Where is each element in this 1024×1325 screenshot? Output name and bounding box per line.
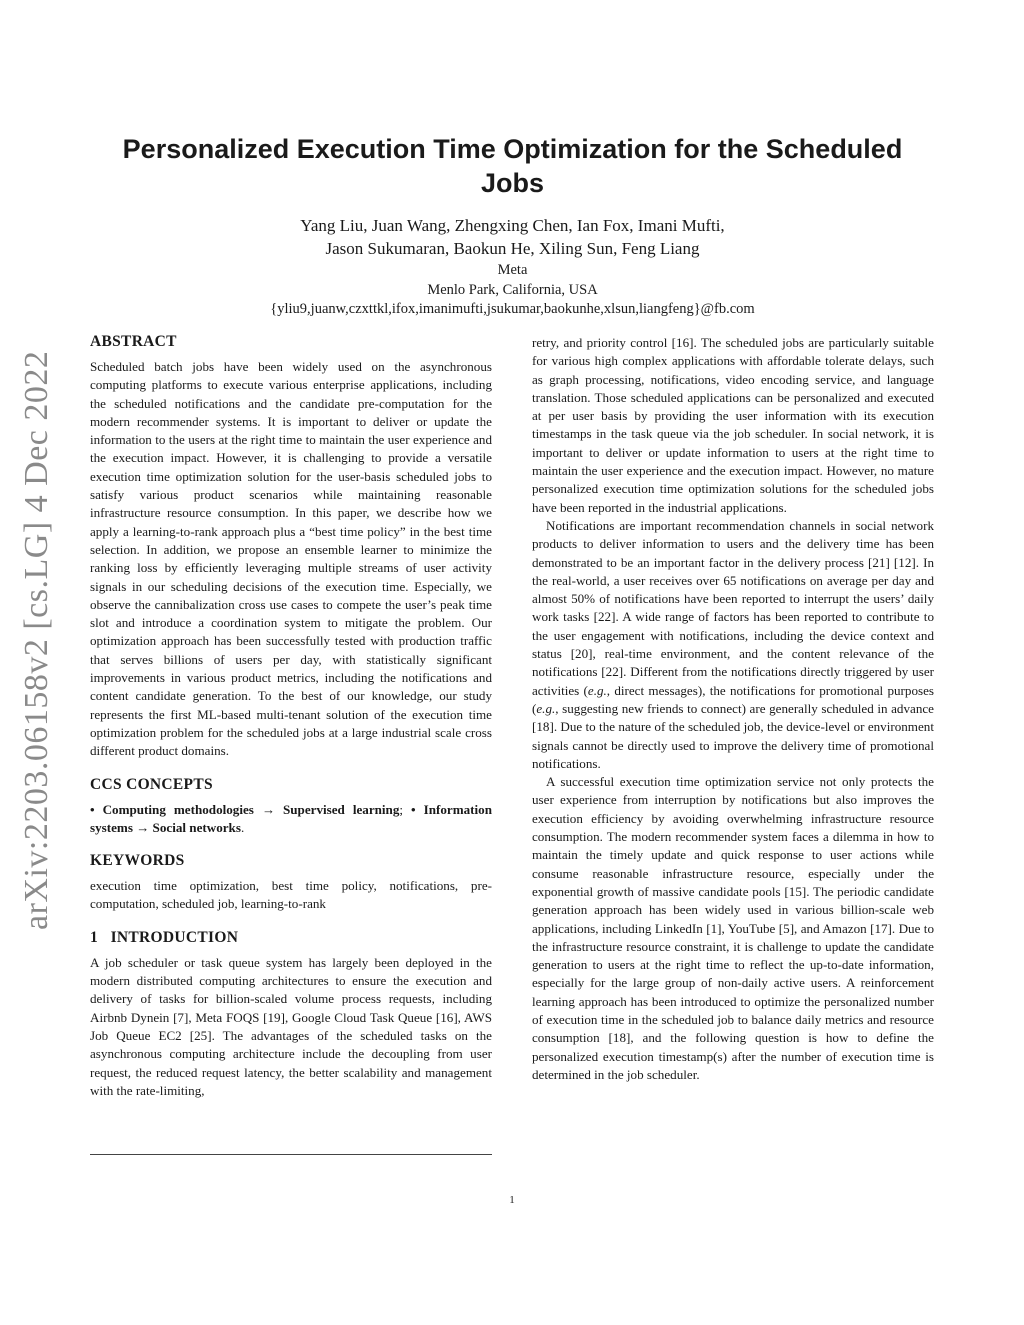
left-column xyxy=(90,332,492,1100)
abstract-heading: ABSTRACT xyxy=(90,333,177,350)
ccs-item-1: • Computing methodologies → Supervised learning xyxy=(90,801,400,817)
affiliation-email: {yliu9,juanw,czxttkl,ifox,imanimufti,jsukumar,baokunhe,xlsun,liangfeng}@fb.com xyxy=(270,301,755,317)
intro-paragraph-1: A job scheduler or task queue system has largely been deployed in the modern distributed computing architectures to ensure the execution and delivery of tasks for billion-scaled volume process requests, including Airbnb Dynein [7], Meta FOQS [19], Google Cloud Task Queue [16], AWS Job Queue EC2 [25]. The advantages of the scheduled tasks on the asynchronous computing architecture include the decoupling from user request, the reduced request latency, the better scalability and management with the rate-limiting, xyxy=(90,954,492,1098)
paper-title: Personalized Execution Time Optimization for the Scheduled Jobs xyxy=(122,134,903,198)
author-list xyxy=(90,214,935,260)
intro-paragraph-2 xyxy=(532,517,934,773)
ccs-heading: CCS CONCEPTS xyxy=(90,775,213,793)
ccs-concepts xyxy=(90,801,492,838)
ccs-separator: ; xyxy=(399,801,412,817)
affiliation-location: Menlo Park, California, USA xyxy=(427,281,598,298)
author-line-1: Yang Liu, Juan Wang, Zhengxing Chen, Ian Fox, Imani Mufti, xyxy=(300,216,725,235)
introduction-heading: 1 INTRODUCTION xyxy=(90,928,239,946)
arxiv-identifier: arXiv:2203.06158v2 [cs.LG] 4 Dec 2022 xyxy=(18,350,55,930)
affiliation xyxy=(90,261,935,320)
intro-p2-part-c: , suggesting new friends to connect) are generally scheduled in advance [18]. Due to the nature of the scheduled job, the device-level or environment signals cannot be directly used to improve the delivery time of promotional notifications. xyxy=(532,700,934,771)
right-column xyxy=(532,334,934,1084)
keywords-heading: KEYWORDS xyxy=(90,852,185,870)
page-number: 1 xyxy=(509,1194,515,1206)
intro-paragraph-1-continued: retry, and priority control [16]. The scheduled jobs are particularly suitable for various high complex applications with affordable tolerate delays, such as graph processing, notifications, video encoding service, and language translation. Those scheduled applications can be personalized and executed at per user basis by providing the user information with its execution timestamps in the task queue via the job scheduler. In social network, it is important to deliver or update information to users at the right time to maintain the user experience and the execution impact. However, no mature personalized execution time optimization solutions for the scheduled jobs have been reported in the industrial applications. xyxy=(532,335,934,515)
ccs-end: . xyxy=(240,819,245,835)
keywords-text: execution time optimization, best time policy, notifications, pre-computation, scheduled job, learning-to-rank xyxy=(90,878,492,912)
affiliation-org: Meta xyxy=(497,262,528,278)
intro-paragraph-3: A successful execution time optimization service not only protects the user experience from interruption by notifications but also improves the execution efficiency by avoiding overwhelming infrastructure resource consumption. The modern recommender system faces a dilemma in how to maintain the timely update and quick response to user actions while consume reasonable infrastructure resource, especially under the exponential growth of massive candidate pools [15]. The periodic candidate generation approach has been widely used in various billion-scale web applications, including LinkedIn [1], YouTube [5], and Amazon [17]. Due to the infrastructure resource constraint, it is challenge to update the candidate generation to users at the right time to reflect the up-to-date information, especially for the large group of non-daily active users. A reinforcement learning approach has been introduced to optimize the personalized number of execution time in the scheduled job to balance daily metrics and resource consumption [18], and the following question is how to define the personalized execution timestamp(s) after the number of execution time is determined in the job scheduler. xyxy=(532,774,934,1082)
abstract-text: Scheduled batch jobs have been widely used on the asynchronous computing platforms to execute various enterprise applications, including the scheduled notifications and the candidate pre-computation for the modern recommender systems. It is important to deliver or update the information to the users at the right time to maintain the user experience and the execution impact. However, it is challenging to provide a versatile execution time optimization solution for the user-basis scheduled jobs to satisfy various product scenarios while maintaining reasonable infrastructure resource consumption. In this paper, we describe how we apply a learning-to-rank approach plus a “best time policy” in the best time selection. In addition, we propose an ensemble learner to minimize the ranking loss by efficiently leveraging multiple streams of user activity signals in our scheduling decisions of the execution time. Especially, we observe the cannibalization cross use cases to compete the user’s peak time slot and introduce a coordination system to mitigate the problem. Our optimization approach has been successfully tested with production traffic that serves billions of users per day, with statistically significant improvements in various product metrics, including the notifications and content candidate generation. To the best of our knowledge, our study represents the first ML-based multi-tenant solution of the execution time optimization problem for the scheduled jobs at a large industrial scale cross different product domains. xyxy=(90,359,492,759)
author-line-2: Jason Sukumaran, Baokun He, Xiling Sun, Feng Liang xyxy=(325,239,700,258)
intro-p2-eg-2: e.g. xyxy=(536,700,556,716)
intro-p2-part-a: Notifications are important recommendation channels in social network products to deliver information to users and the delivery time has been demonstrated to be an important factor in the delivery process [21] [12]. In the real-world, a user receives over 65 notifications on average per day and almost 50% of notifications have been reported to interrupt the users’ daily work tasks [22]. A wide range of factors has been reported to contribute to the user engagement with notifications, including the device context and status [20], real-time environment, and the content relevance of the notifications [22]. Different from the notifications directly triggered by user activities ( xyxy=(532,517,934,698)
ccs-item-2: • Information systems → Social networks xyxy=(90,801,492,835)
intro-p2-eg-1: e.g. xyxy=(587,682,607,698)
intro-p2-part-b: , direct messages), the notifications for promotional purposes ( xyxy=(532,682,935,716)
footnote-rule xyxy=(90,1154,492,1155)
